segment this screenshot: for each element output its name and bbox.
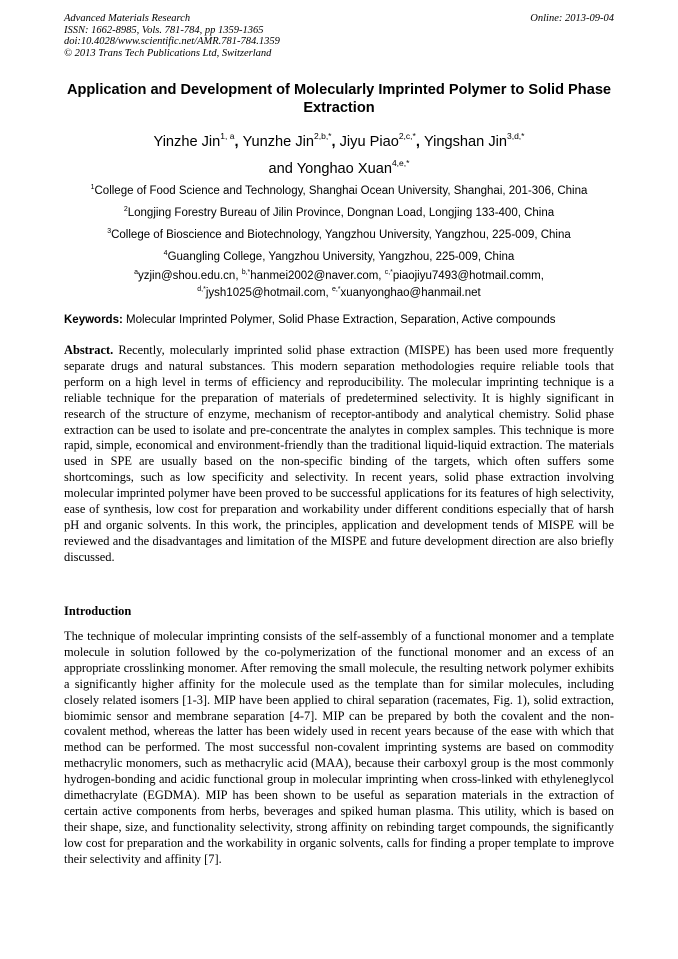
authors-and: and bbox=[268, 161, 293, 177]
paper-title: Application and Development of Molecularly Imprinted Polymer to Solid Phase Extraction bbox=[66, 82, 612, 116]
affiliation bbox=[40, 246, 638, 268]
affiliation bbox=[40, 224, 638, 246]
affiliation-mark: 2 bbox=[123, 206, 128, 213]
affiliation-mark: 1 bbox=[90, 184, 95, 191]
affiliation-text: Longjing Forestry Bureau of Jilin Province, Dongnan Load, Longjing 133-400, China bbox=[127, 207, 555, 219]
affiliation-mark: 4 bbox=[163, 250, 168, 257]
email-mark: c,* bbox=[384, 269, 393, 276]
abstract-label: Abstract. bbox=[64, 343, 114, 357]
author-affiliation-mark: 1, a bbox=[220, 131, 235, 141]
author-name: Yunzhe Jin bbox=[242, 134, 314, 150]
author-list: Yinzhe Jin$^{1, a}$, Yunzhe Jin$^{2,b,*}$, Jiyu Piao$^{2,c,*}$, Yingshan Jin$^{3,d,*}$ and Yonghao Xuan$^{4,e,*}$ bbox=[153, 131, 525, 177]
email-address[interactable]: xuanyonghao@hanmail.net bbox=[340, 287, 481, 299]
affiliation bbox=[40, 202, 638, 224]
email-mark: e,* bbox=[331, 286, 341, 293]
affiliation-text: College of Food Science and Technology, Shanghai Ocean University, Shanghai, 201-306, China bbox=[94, 185, 588, 197]
author-name: Yingshan Jin bbox=[423, 134, 507, 150]
keywords-text: Molecular Imprinted Polymer, Solid Phase Extraction, Separation, Active compounds bbox=[126, 314, 556, 326]
affiliation-text: College of Bioscience and Biotechnology, Yangzhou University, Yangzhou, 225-009, China bbox=[111, 229, 571, 241]
affiliation-list bbox=[40, 180, 638, 302]
author-affiliation-mark: 3,d,* bbox=[506, 131, 525, 141]
email-mark: a bbox=[134, 269, 138, 276]
email-mark: d,* bbox=[197, 286, 206, 293]
email-line bbox=[40, 268, 638, 285]
journal-header bbox=[64, 13, 614, 59]
journal-name: Advanced Materials Research bbox=[64, 13, 191, 24]
author-affiliation-mark: 2,b,* bbox=[314, 131, 332, 141]
author-name: Yonghao Xuan bbox=[296, 161, 392, 177]
online-date: Online: 2013-09-04 bbox=[530, 13, 614, 24]
author-affiliation-mark: 4,e,* bbox=[391, 158, 410, 168]
section-heading-introduction: Introduction bbox=[64, 604, 132, 618]
email-address[interactable]: piaojiyu7493@hotmail.comm, bbox=[392, 270, 544, 282]
journal-doi: doi:10.4028/www.scientific.net/AMR.781-784.1359 bbox=[64, 36, 280, 47]
email-address[interactable]: yzjin@shou.edu.cn, bbox=[137, 270, 242, 282]
introduction-paragraph: The technique of molecular imprinting consists of the self-assembly of a functional monomer and a template molecule in solution followed by the co-polymerization of the functional monomer and an excess of an appropriate crosslinking monomer. After removing the small molecule, the resulting network polymer exhibits a significantly higher affinity for the molecule used as the template than for similar molecules, including closely related isomers [1-3]. MIP have been applied to chiral separation (racemates, Fig. 1), solid extraction, biomimic sensor and membrane separation [4-7]. MIP can be prepared by both the covalent and the non-covalent method, whereas the latter has been widely used in recent years because of the ease with which that method can be performed. The most successful non-covalent imprinting systems are based on commodity methacrylic monomers, such as methacrylic acid (MAA), because their carboxyl group is the most commonly hydrogen-bonding and acidic functional group in molecular imprinting when cross-linked with ethyleneglycol dimethacrylate (EGDMA). MIP has been shown to be useful as separation materials in the extraction of certain active components from herbs, beverages and spiked human plasma. This utility, which is based on their shape, size, and functionality selectivity, strong affinity on rebinding target compounds, the significantly low cost for preparation and the workability in organic solvents, calls for finding a proper template to improve their selectivity and affinity [7]. bbox=[64, 629, 614, 866]
author-name: Jiyu Piao bbox=[339, 134, 399, 150]
email-mark: b,* bbox=[241, 269, 251, 276]
abstract bbox=[64, 343, 614, 566]
journal-issn: ISSN: 1662-8985, Vols. 781-784, pp 1359-1365 bbox=[64, 24, 264, 36]
journal-copyright: © 2013 Trans Tech Publications Ltd, Switzerland bbox=[64, 47, 272, 59]
email-address[interactable]: hanmei2002@naver.com, bbox=[250, 270, 385, 282]
affiliation-mark: 3 bbox=[107, 228, 112, 235]
abstract-text: Recently, molecularly imprinted solid phase extraction (MISPE) has been used more frequently separate drugs and natural substances. This modern separation methodologies require reliable tools that perform on a high level in terms of efficiency and reproducibility. The molecular imprinting technique is a reliable technique for the preparation of materials of predetermined selectivity. It is highly significant in research of the structure of enzyme, mechanism of receptor-antibody and analytical chemistry. Solid phase extraction can be used to isolate and pre-concentrate the analytes in complex samples. This technique is more rapid, simple, economical and environment-friendly than the traditional liquid-liquid extraction. The materials used in SPE are usually based on the non-specific binding of the targets, which often suffers some shortcomings, such as low specificity and selectivity. In recent years, solid phase extraction involving molecular imprinted polymer have been proved to be successful applications for its features of high selectivity, ease of synthesis, low cost for preparation and workability under different conditions especially that of harsh pH and organic solvents. In this work, the principles, application and development tends of MISPE will be reviewed and the disadvantages and limitation of the MISPE and future development direction are also briefly discussed. bbox=[64, 343, 614, 564]
keywords bbox=[64, 313, 614, 327]
affiliation-text: Guangling College, Yangzhou University, Yangzhou, 225-009, China bbox=[167, 251, 515, 263]
affiliation bbox=[40, 180, 638, 202]
author-affiliation-mark: 2,c,* bbox=[398, 131, 416, 141]
keywords-label: Keywords: bbox=[64, 314, 123, 326]
email-address[interactable]: jysh1025@hotmail.com, bbox=[205, 287, 332, 299]
author-name: Yinzhe Jin bbox=[153, 134, 221, 150]
email-line bbox=[40, 285, 638, 302]
